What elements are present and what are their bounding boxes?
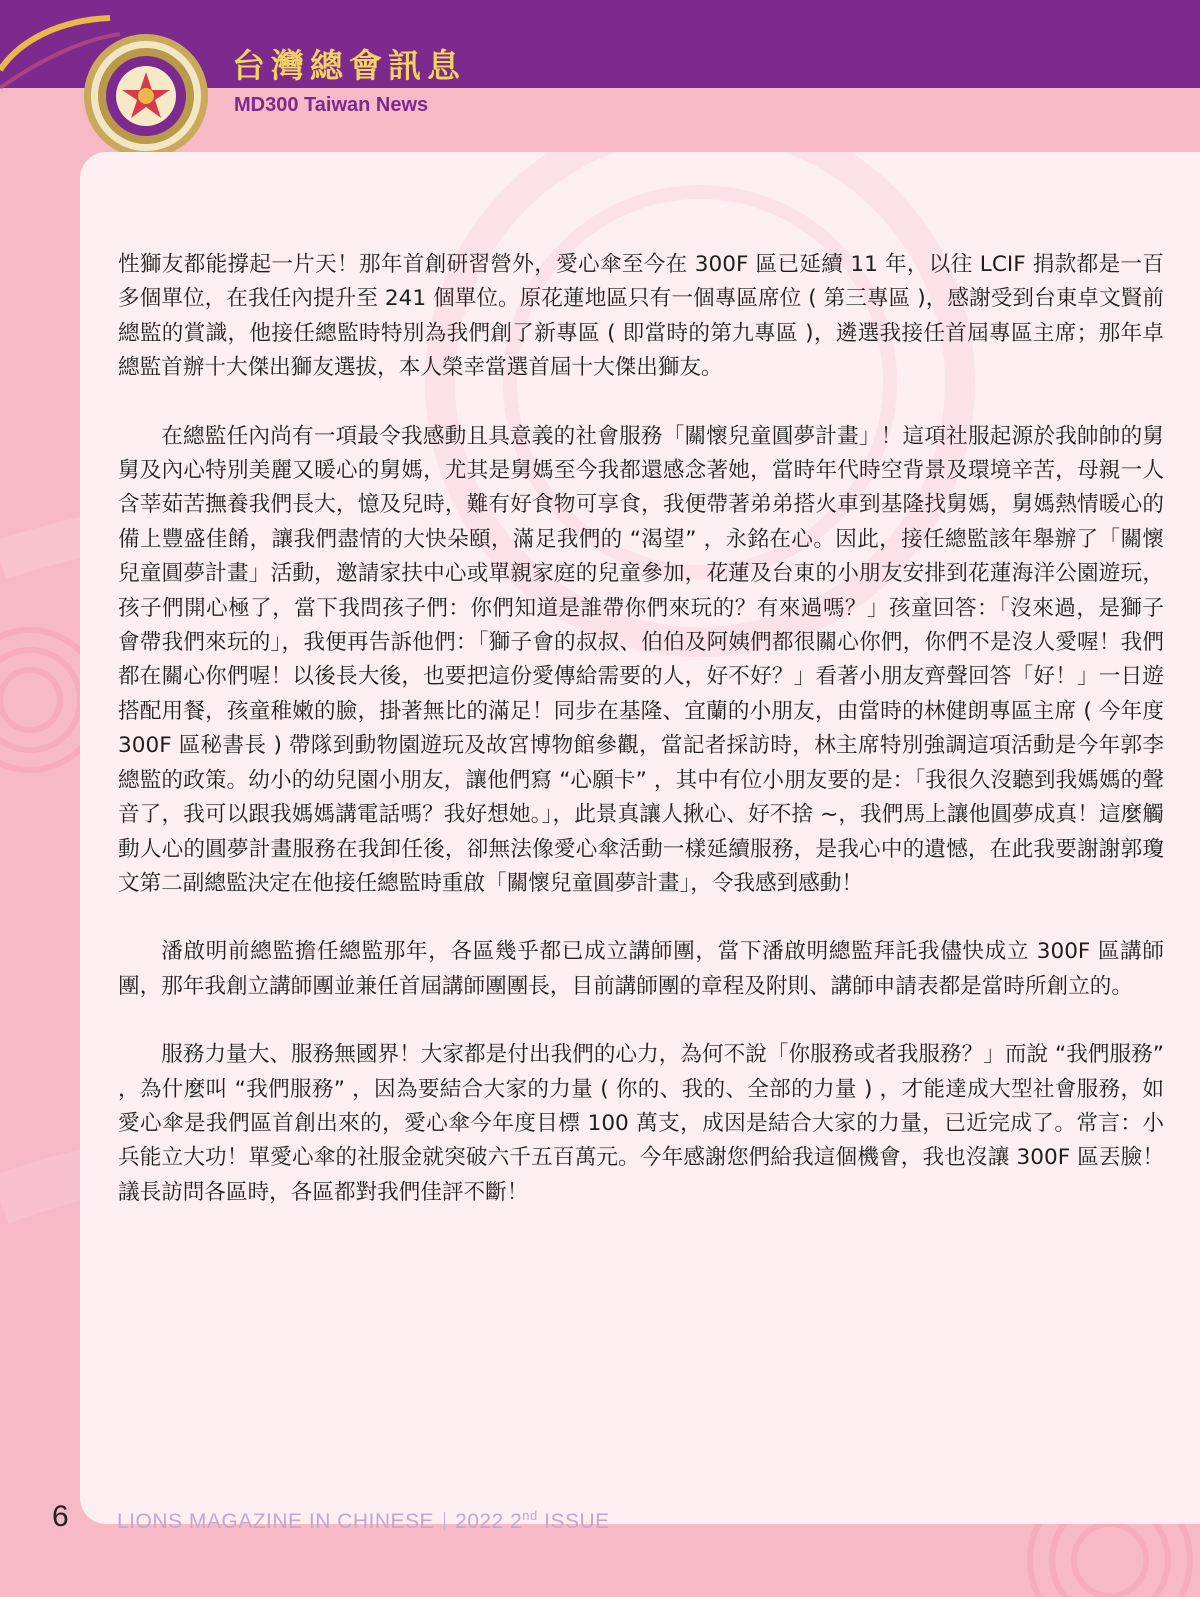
section-title-english: MD300 Taiwan News bbox=[234, 94, 429, 116]
page-number: 6 bbox=[52, 1500, 69, 1533]
article-body bbox=[118, 248, 1164, 1244]
issue-ordinal-suffix: nd bbox=[522, 1508, 538, 1523]
lions-club-taiwan-seal-icon bbox=[82, 32, 210, 160]
magazine-name: LIONS MAGAZINE IN CHINESE bbox=[117, 1510, 435, 1533]
article-panel bbox=[80, 152, 1200, 1524]
footer-issue-line bbox=[117, 1508, 610, 1534]
footer-divider bbox=[444, 1512, 445, 1530]
article-paragraph-4: 服務力量大、服務無國界！大家都是付出我們的心力，為何不說「你服務或者我服務？」而說 “我們服務” ，為什麼叫 “我們服務” ，因為要結合大家的力量 ( 你的、我的、全部的力量 ) ，才能達成大型社會服務，如愛心傘是我們區首創出來的，愛心傘今年度目標 100 萬支，成因是結合大家的力量，已近完成了。常言：小兵能立大功！單愛心傘的社服金就突破六千五百萬元。今年感謝您們給我這個機會，我也沒讓 300F 區丟臉！議長訪問各區時，各區都對我們佳評不斷！ bbox=[118, 1042, 1164, 1205]
article-paragraph-2: 在總監任內尚有一項最令我感動且具意義的社會服務「關懷兒童圓夢計畫」！這項社服起源於我帥帥的舅舅及內心特別美麗又暖心的舅媽，尤其是舅媽至今我都還感念著她，當時年代時空背景及環境辛苦，母親一人含莘茹苦撫養我們長大，憶及兒時，難有好食物可享食，我便帶著弟弟搭火車到基隆找舅媽，舅媽熱情暖心的備上豐盛佳餚，讓我們盡情的大快朵頤，滿足我們的 “渴望” ，永銘在心。因此，接任總監該年舉辦了「關懷兒童圓夢計畫」活動，邀請家扶中心或單親家庭的兒童參加，花蓮及台東的小朋友安排到花蓮海洋公園遊玩，孩子們開心極了，當下我問孩子們：你們知道是誰帶你們來玩的？有來過嗎？」孩童回答：「沒來過，是獅子會帶我們來玩的」，我便再告訴他們：「獅子會的叔叔、伯伯及阿姨們都很關心你們，你們不是沒人愛喔！我們都在關心你們喔！以後長大後，也要把這份愛傳給需要的人，好不好？」看著小朋友齊聲回答「好！」一日遊搭配用餐，孩童稚嫩的臉，掛著無比的滿足！同步在基隆、宜蘭的小朋友，由當時的林健朗專區主席 ( 今年度 300F 區秘書長 ) 帶隊到動物園遊玩及故宮博物館參觀，當記者採訪時，林主席特別強調這項活動是今年郭李總監的政策。幼小的幼兒園小朋友，讓他們寫 “心願卡” ，其中有位小朋友要的是：「我很久沒聽到我媽媽的聲音了，我可以跟我媽媽講電話嗎？我好想她。」，此景真讓人揪心、好不捨 ~，我們馬上讓他圓夢成真！這麼觸動人心的圓夢計畫服務在我卸任後，卻無法像愛心傘活動一樣延續服務，是我心中的遺憾，在此我要謝謝郭瓊文第二副總監決定在他接任總監時重啟「關懷兒童圓夢計畫」，令我感到感動！ bbox=[118, 423, 1164, 896]
article-paragraph-1: 性獅友都能撐起一片天！那年首創研習營外，愛心傘至今在 300F 區已延續 11 年，以往 LCIF 捐款都是一百多個單位，在我任內提升至 241 個單位。原花蓮地區只有一個專區席位 ( 第三專區 )，感謝受到台東卓文賢前總監的賞識，他接任總監時特別為我們創了新專區 ( 即當時的第九專區 )，遴選我接任首屆專區主席；那年卓總監首辦十大傑出獅友選拔，本人榮幸當選首屆十大傑出獅友。 bbox=[118, 252, 1164, 381]
section-title-chinese: 台灣總會訊息 bbox=[232, 46, 466, 85]
issue-year: 2022 2 bbox=[455, 1510, 523, 1533]
issue-word: ISSUE bbox=[544, 1510, 610, 1533]
article-paragraph-3: 潘啟明前總監擔任總監那年，各區幾乎都已成立講師團，當下潘啟明總監拜託我儘快成立 300F 區講師團，那年我創立講師團並兼任首屆講師團團長，目前講師團的章程及附則、講師申請表都是當時所創立的。 bbox=[118, 939, 1164, 999]
